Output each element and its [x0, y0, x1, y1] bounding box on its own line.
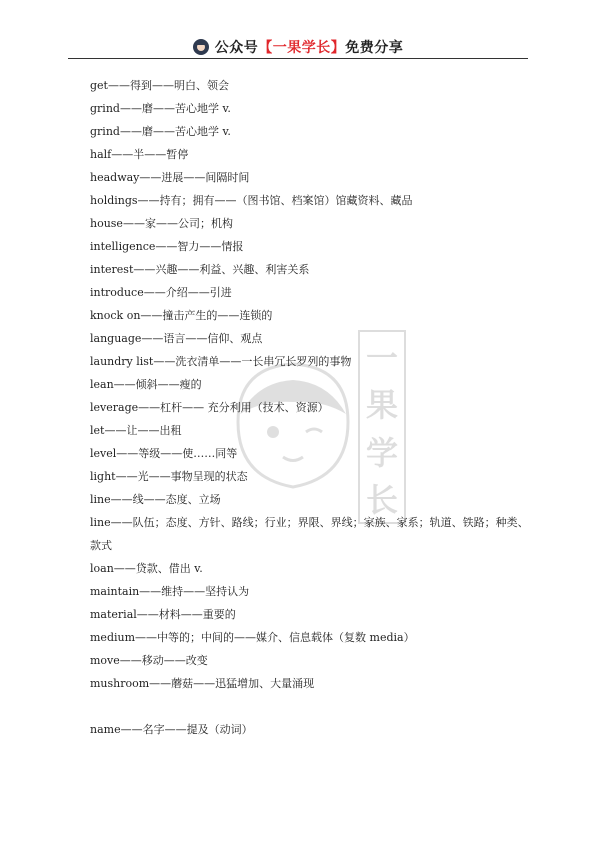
vocab-entry: move——移动——改变 — [90, 654, 208, 667]
brand-prefix: 公众号 — [214, 40, 259, 56]
vocab-entry: line——线——态度、立场 — [90, 493, 221, 506]
watermark-char: 果 — [365, 386, 398, 425]
vocab-entry: intelligence——智力——情报 — [90, 240, 244, 253]
vocab-entry: laundry list——洗衣清单——一长串冗长罗列的事物 — [90, 355, 352, 368]
avatar-icon — [193, 39, 209, 55]
vocab-entry: half——半——暂停 — [90, 148, 189, 161]
vocab-entry: grind——磨——苦心地学 v. — [90, 102, 231, 115]
vocab-entry: line——队伍；态度、方针、路线；行业；界限、界线；家族、家系；轨道、铁路；种类、款式 — [90, 516, 529, 552]
vocab-entry: mushroom——蘑菇——迅猛增加、大量涌现 — [90, 677, 315, 690]
vocab-entry: headway——进展——间隔时间 — [90, 171, 250, 184]
blank-line — [90, 695, 530, 718]
vocab-entry: let——让——出租 — [90, 424, 182, 437]
page-header — [0, 34, 596, 60]
vocab-entry: lean——倾斜——瘦的 — [90, 378, 202, 391]
vocab-entry: name——名字——提及（动词） — [90, 723, 253, 736]
brand-name: 【一果学长】 — [258, 40, 346, 56]
vocab-entry: language——语言——信仰、观点 — [90, 332, 263, 345]
vocab-entry: leverage——杠杆—— 充分利用（技术、资源） — [90, 401, 329, 414]
vocab-entry: interest——兴趣——利益、兴趣、利害关系 — [90, 263, 310, 276]
vocab-entry: house——家——公司；机构 — [90, 217, 233, 230]
watermark-char: 一 — [365, 338, 398, 377]
brand-suffix: 免费分享 — [345, 40, 404, 56]
vocab-entry: holdings——持有；拥有——（图书馆、档案馆）馆藏资料、藏品 — [90, 194, 413, 207]
vocab-list — [90, 74, 530, 741]
brand-title — [215, 37, 404, 57]
vocab-entry: introduce——介绍——引进 — [90, 286, 232, 299]
watermark-char: 学 — [365, 433, 398, 472]
watermark-char: 长 — [365, 481, 398, 520]
vocab-entry: grind——磨——苦心地学 v. — [90, 125, 231, 138]
vocab-entry: get——得到——明白、领会 — [90, 79, 229, 92]
vocab-entry: loan——贷款、借出 v. — [90, 562, 203, 575]
vocab-entry: light——光——事物呈现的状态 — [90, 470, 248, 483]
vocab-entry: knock on——撞击产生的——连锁的 — [90, 309, 273, 322]
vocab-entry: maintain——维持——坚持认为 — [90, 585, 250, 598]
header-divider — [68, 58, 528, 59]
vocab-entry: medium——中等的；中间的——媒介、信息载体（复数 media） — [90, 631, 415, 644]
vocab-entry: level——等级——使……同等 — [90, 447, 238, 460]
vocab-entry: material——材料——重要的 — [90, 608, 236, 621]
